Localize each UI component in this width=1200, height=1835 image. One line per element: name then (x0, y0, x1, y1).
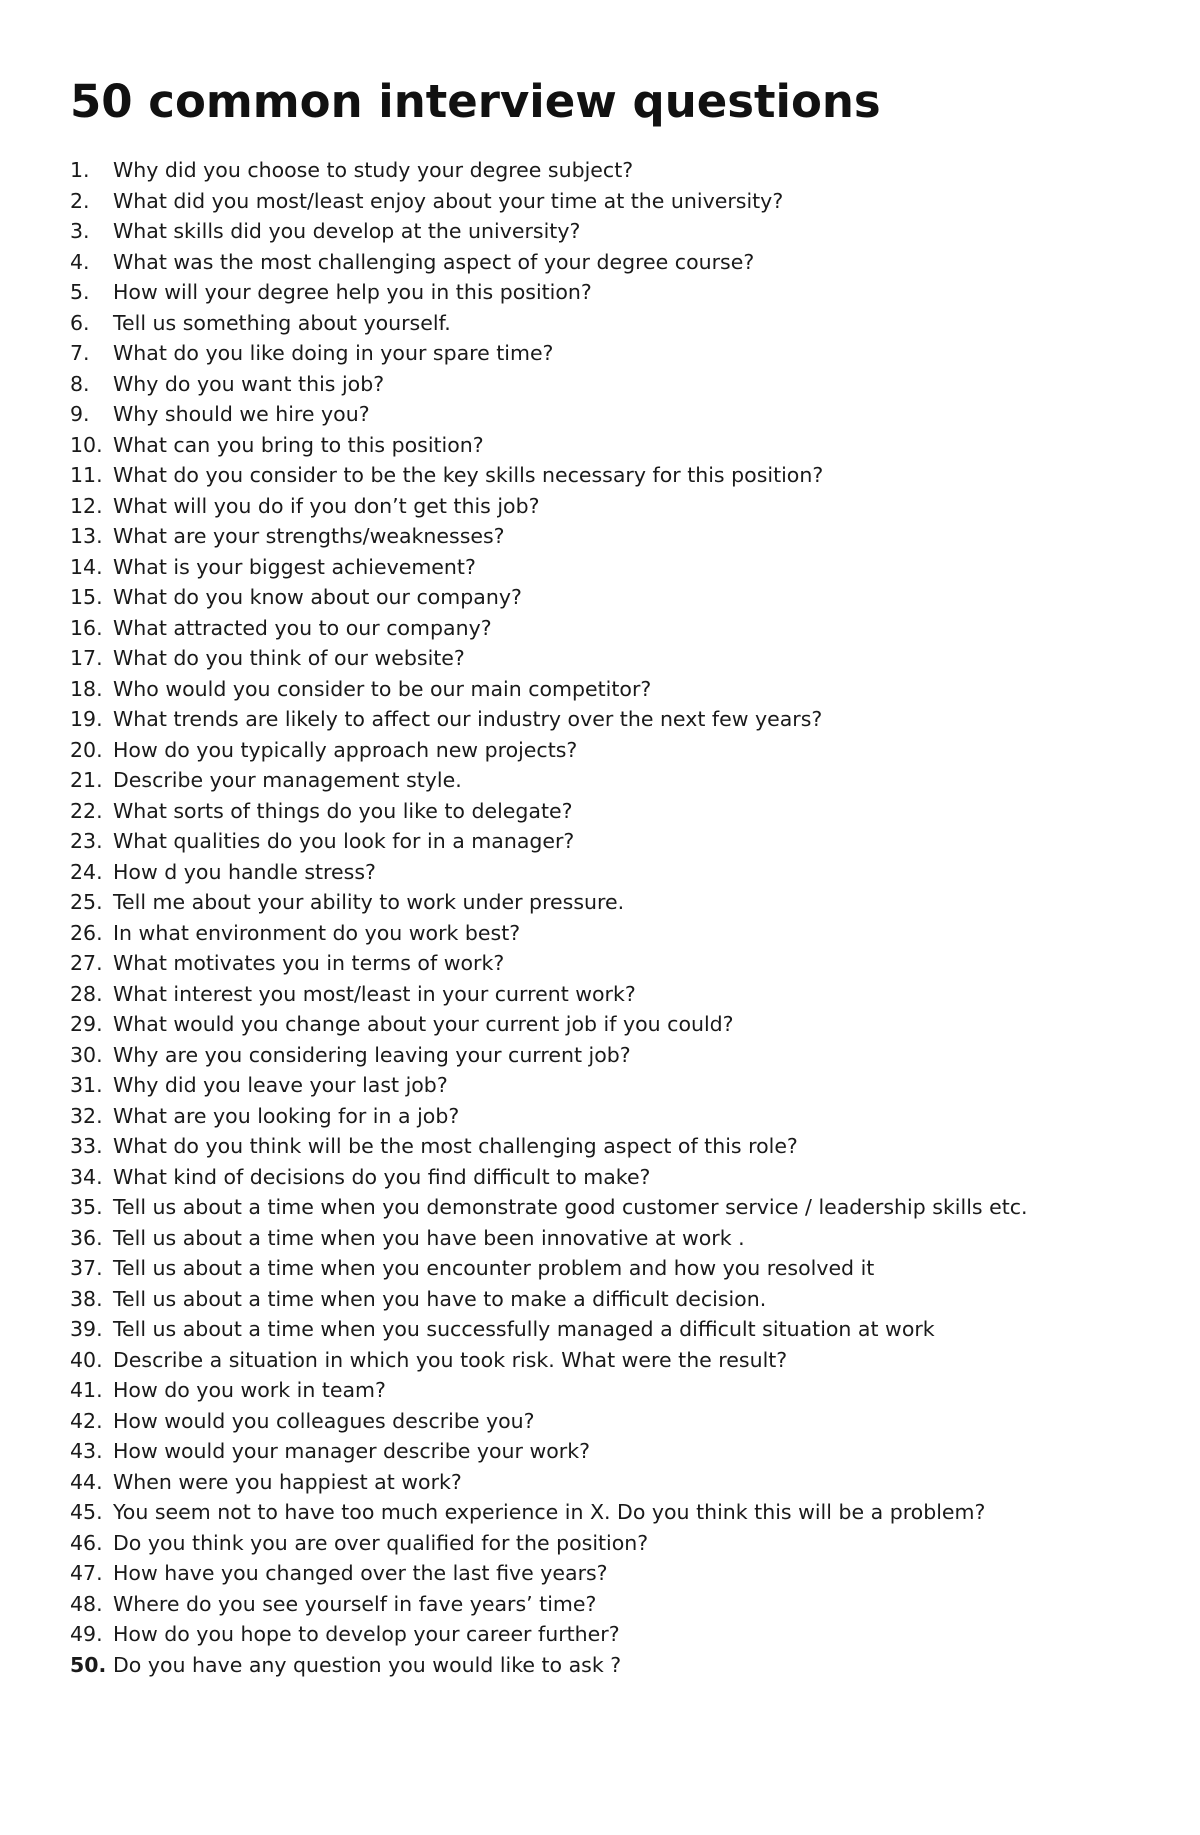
question-item (70, 521, 1028, 552)
question-number: 34. (70, 1164, 103, 1189)
question-number: 41. (70, 1378, 103, 1402)
question-text: Why did you choose to study your degree subject? (113, 158, 634, 182)
question-item (70, 1040, 1028, 1071)
question-text: What are your strengths/weaknesses? (113, 524, 505, 548)
question-number: 21. (70, 768, 103, 792)
question-item (70, 186, 1028, 217)
question-text: Tell us about a time when you have been innovative at work . (113, 1225, 745, 1250)
question-list (70, 155, 1028, 1680)
question-item (70, 308, 1028, 339)
question-item (70, 1619, 1028, 1650)
question-number: 20. (70, 737, 103, 762)
question-text: How would you colleagues describe you? (113, 1408, 535, 1433)
question-text: What trends are likely to affect our industry over the next few years? (113, 707, 823, 731)
question-text: What is your biggest achievement? (113, 554, 476, 579)
question-text: In what environment do you work best? (113, 920, 521, 945)
question-item (70, 765, 1028, 796)
question-item (70, 1650, 1028, 1681)
question-item (70, 1375, 1028, 1406)
question-item (70, 704, 1028, 735)
question-text: Tell us something about yourself. (113, 310, 451, 335)
question-number: 18. (70, 676, 103, 701)
question-number: 7. (70, 341, 90, 365)
question-text: What skills did you develop at the university? (113, 219, 581, 243)
question-item (70, 1528, 1028, 1559)
question-text: How have you changed over the last five years? (113, 1561, 608, 1585)
question-text: How would your manager describe your work? (113, 1439, 590, 1463)
question-number: 45. (70, 1500, 103, 1524)
question-item (70, 1467, 1028, 1498)
question-text: When were you happiest at work? (113, 1469, 462, 1494)
question-text: Where do you see yourself in fave years’ time? (113, 1591, 597, 1616)
question-item (70, 1436, 1028, 1467)
question-text: How d you handle stress? (113, 859, 376, 884)
question-number: 11. (70, 463, 103, 487)
question-item (70, 918, 1028, 949)
question-item (70, 399, 1028, 430)
question-text: Why do you want this job? (113, 371, 385, 396)
question-item (70, 1009, 1028, 1040)
question-number: 33. (70, 1134, 103, 1158)
question-text: How do you typically approach new projects? (113, 737, 578, 762)
question-item (70, 1406, 1028, 1437)
question-text: Why should we hire you? (113, 402, 370, 426)
question-item (70, 1558, 1028, 1589)
question-number: 4. (70, 249, 90, 274)
question-number: 26. (70, 920, 103, 945)
question-number: 47. (70, 1561, 103, 1585)
question-number: 12. (70, 493, 103, 518)
question-number: 43. (70, 1439, 103, 1463)
question-item (70, 247, 1028, 278)
question-text: What kind of decisions do you find difficult to make? (113, 1164, 651, 1189)
question-text: What do you know about our company? (113, 585, 522, 609)
question-text: Describe a situation in which you took risk. What were the result? (113, 1347, 788, 1372)
question-text: Do you have any question you would like to ask ? (113, 1652, 622, 1677)
question-text: What do you consider to be the key skills necessary for this position? (113, 463, 824, 487)
question-number: 15. (70, 585, 103, 609)
question-text: What can you bring to this position? (113, 432, 484, 457)
question-text: What sorts of things do you like to delegate? (113, 798, 573, 823)
question-number: 22. (70, 798, 103, 823)
question-text: How will your degree help you in this position? (113, 280, 592, 304)
question-text: Why are you considering leaving your current job? (113, 1042, 631, 1067)
question-text: Tell us about a time when you demonstrate good customer service / leadership skills etc. (113, 1195, 1028, 1219)
question-item (70, 796, 1028, 827)
question-item (70, 1192, 1028, 1223)
question-item (70, 216, 1028, 247)
question-number: 35. (70, 1195, 103, 1219)
question-number: 24. (70, 859, 103, 884)
question-text: How do you work in team? (113, 1378, 386, 1402)
question-item (70, 1345, 1028, 1376)
question-text: What do you like doing in your spare time? (113, 341, 554, 365)
question-number: 3. (70, 219, 90, 243)
question-number: 6. (70, 310, 90, 335)
question-item (70, 1589, 1028, 1620)
question-text: Describe your management style. (113, 768, 462, 792)
question-item (70, 491, 1028, 522)
question-item (70, 1497, 1028, 1528)
question-text: What motivates you in terms of work? (113, 951, 505, 975)
question-item (70, 155, 1028, 186)
question-item (70, 979, 1028, 1010)
question-text: What was the most challenging aspect of your degree course? (113, 249, 755, 274)
question-text: What would you change about your current job if you could? (113, 1012, 734, 1036)
question-item (70, 552, 1028, 583)
question-item (70, 674, 1028, 705)
question-item (70, 277, 1028, 308)
page-title: 50 common interview questions (70, 75, 881, 128)
question-number: 14. (70, 554, 103, 579)
question-text: How do you hope to develop your career further? (113, 1622, 620, 1646)
question-number: 46. (70, 1530, 103, 1555)
question-number: 9. (70, 402, 90, 426)
question-text: Why did you leave your last job? (113, 1073, 448, 1097)
question-text: What qualities do you look for in a manager? (113, 829, 575, 853)
question-number: 32. (70, 1103, 103, 1128)
question-text: What do you think will be the most challenging aspect of this role? (113, 1134, 798, 1158)
question-number: 30. (70, 1042, 103, 1067)
question-number: 40. (70, 1347, 103, 1372)
question-item (70, 369, 1028, 400)
question-number: 27. (70, 951, 103, 975)
question-item (70, 582, 1028, 613)
question-item (70, 857, 1028, 888)
question-number: 19. (70, 707, 103, 731)
question-item (70, 460, 1028, 491)
question-number: 48. (70, 1591, 103, 1616)
question-number: 36. (70, 1225, 103, 1250)
question-number: 42. (70, 1408, 103, 1433)
question-number: 38. (70, 1286, 103, 1311)
question-number: 39. (70, 1317, 103, 1341)
question-item (70, 613, 1028, 644)
question-text: Tell us about a time when you have to make a difficult decision. (113, 1286, 767, 1311)
question-item (70, 1131, 1028, 1162)
question-number: 50. (70, 1652, 107, 1677)
question-text: What are you looking for in a job? (113, 1103, 460, 1128)
question-item (70, 1253, 1028, 1284)
question-number: 5. (70, 280, 90, 304)
question-text: You seem not to have too much experience in X. Do you think this will be a problem? (113, 1500, 986, 1524)
question-text: Do you think you are over qualified for the position? (113, 1530, 649, 1555)
question-number: 49. (70, 1622, 103, 1646)
question-item (70, 1162, 1028, 1193)
question-text: What attracted you to our company? (113, 615, 492, 640)
question-item (70, 643, 1028, 674)
question-text: What interest you most/least in your current work? (113, 981, 636, 1006)
question-number: 37. (70, 1256, 103, 1280)
question-number: 10. (70, 432, 103, 457)
question-number: 2. (70, 188, 90, 213)
question-number: 28. (70, 981, 103, 1006)
question-text: Tell us about a time when you successfully managed a difficult situation at work (113, 1317, 935, 1341)
question-item (70, 1284, 1028, 1315)
question-number: 16. (70, 615, 103, 640)
question-item (70, 1070, 1028, 1101)
question-item (70, 948, 1028, 979)
question-item (70, 430, 1028, 461)
question-number: 13. (70, 524, 103, 548)
question-item (70, 887, 1028, 918)
question-item (70, 1314, 1028, 1345)
question-number: 31. (70, 1073, 103, 1097)
question-text: What do you think of our website? (113, 646, 465, 670)
question-text: Tell us about a time when you encounter problem and how you resolved it (113, 1256, 875, 1280)
question-text: Tell me about your ability to work under pressure. (113, 890, 625, 914)
question-item (70, 735, 1028, 766)
question-item (70, 826, 1028, 857)
question-text: What will you do if you don’t get this job? (113, 493, 540, 518)
question-item (70, 1223, 1028, 1254)
question-text: What did you most/least enjoy about your time at the university? (113, 188, 784, 213)
question-number: 8. (70, 371, 90, 396)
question-item (70, 338, 1028, 369)
question-item (70, 1101, 1028, 1132)
question-text: Who would you consider to be our main competitor? (113, 676, 652, 701)
question-number: 23. (70, 829, 103, 853)
question-number: 29. (70, 1012, 103, 1036)
question-number: 44. (70, 1469, 103, 1494)
question-number: 1. (70, 158, 90, 182)
question-number: 25. (70, 890, 103, 914)
question-number: 17. (70, 646, 103, 670)
